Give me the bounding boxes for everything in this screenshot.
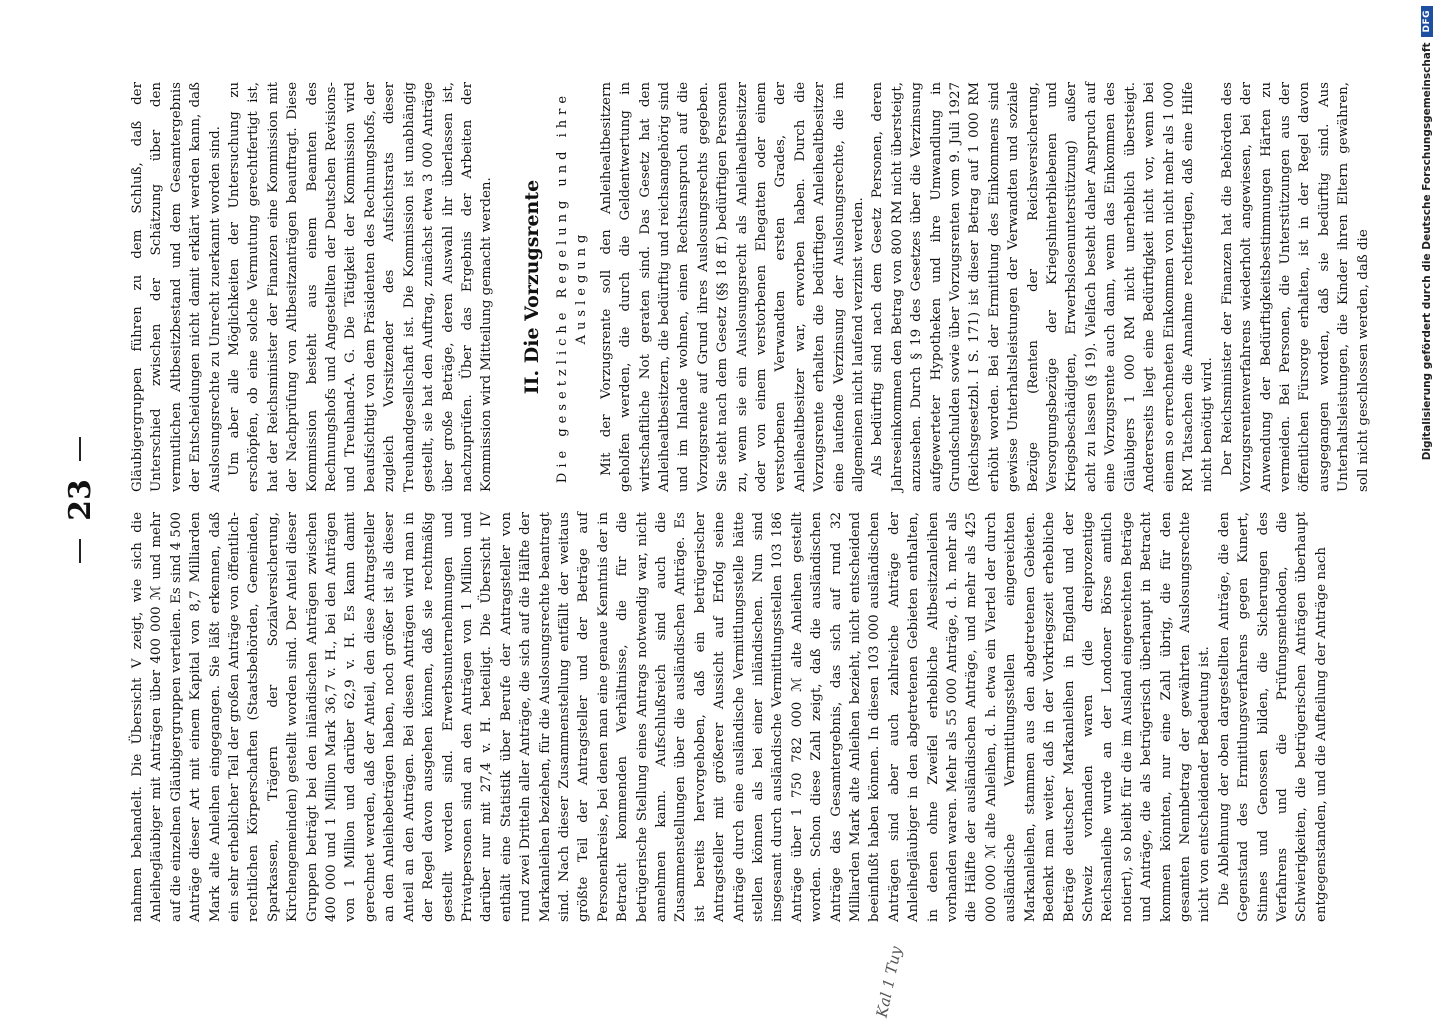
dfg-logo: DFG [1421, 6, 1433, 37]
left-paragraph-2: Die Ablehnung der oben dargestellten Anträge, die den Gegenstand des Ermittlungsverfahrens gegen Kunert, Stinnes und Genossen bilden, die Sicherungen des Verfahrens und die Prüfungsmethoden, die Schwierigkeiten, die betrügerischen Anträgen überhaupt entgegenstanden, und die Aufteilung der Anträge nach [1216, 512, 1329, 922]
left-column [128, 512, 1329, 922]
dfg-credit-strip [1416, 6, 1438, 996]
right-paragraph-2: Um aber alle Möglichkeiten der Untersuchung zu erschöpfen, ob eine solche Vermutung gerechtfertigt ist, hat der Reichsminister der Finanzen eine Kommission mit der Nachprüfung von Altbesitzanträgen beauftragt. Diese Kommission besteht aus einem Beamten des Rechnungshofs und Angestellten der Deutschen Revisions- und Treuhand-A. G. Die Tätigkeit der Kommission wird beaufsichtigt von dem Präsidenten des Rechnungshofs, der zugleich Vorsitzender des Aufsichtsrats dieser Treuhandgesellschaft ist. Die Kommission ist unabhängig gestellt, sie hat den Auftrag, zunächst etwa 3 000 Anträge über große Beträge, deren Auswahl ihr überlassen ist, nachzuprüfen. Über das Ergebnis der Arbeiten der Kommission wird Mitteilung gemacht werden. [227, 82, 495, 492]
dash-right [79, 437, 81, 461]
right-column [128, 82, 1371, 492]
right-paragraph-5: Der Reichsminister der Finanzen hat die Behörden des Vorzugsrentenverfahrens wiederholt angewiesen, bei der Anwendung der Bedürftigkeitsbestimmungen Härten zu vermeiden. Bei Personen, die Unterstützungen aus der öffentlichen Fürsorge erhalten, ist in der Regel davon ausgegangen worden, daß sie bedürftig sind. Aus Unterhaltsleistungen, die Kinder ihren Eltern gewähren, soll nicht geschlossen werden, daß die [1219, 82, 1371, 492]
left-paragraph-1: nahmen behandelt. Die Übersicht V zeigt, wie sich die Anleihegläubiger mit Anträgen über 400 000 ℳ und mehr auf die einzelnen Gläubigergruppen verteilen. Es sind 4 500 Anträge dieser Art mit einem Kapital von 8,7 Milliarden Mark alte Anleihen eingegangen. Sie läßt erkennen, daß ein sehr erheblicher Teil der großen Anträge von öffentlich-rechtlichen Körperschaften (Staatsbehörden, Gemeinden, Sparkassen, Trägern der Sozialversicherung, Kirchengemeinden) gestellt worden sind. Der Anteil dieser Gruppen beträgt bei den inländischen Anträgen zwischen 400 000 und 1 Million Mark 36,7 v. H., bei den Anträgen von 1 Million und darüber 62,9 v. H. Es kann damit gerechnet werden, daß der Anteil, den diese Antragsteller an den Anleihebeträgen haben, noch größer ist als dieser Anteil an den Anträgen. Bei diesen Anträgen wird man in der Regel davon ausgehen können, daß sie rechtmäßig gestellt worden sind. Erwerbsunternehmungen und Privatpersonen sind an den Anträgen von 1 Million und darüber nur mit 27,4 v. H. beteiligt. Die Übersicht IV enthält eine Statistik über Berufe der Antragsteller von rund zwei Dritteln aller Anträge, die sich auf die Hälfte der Markanleihen beziehen, für die Auslosungsrechte beantragt sind. Nach dieser Zusammenstellung entfällt der weitaus größte Teil der Antragsteller und der Beträge auf Personenkreise, bei denen man eine genaue Kenntnis der in Betracht kommenden Verhältnisse, die für die betrügerische Stellung eines Antrags notwendig war, nicht annehmen kann. Aufschlußreich sind auch die Zusammenstellungen über die ausländischen Anträge. Es ist bereits hervorgehoben, daß ein betrügerischer Antragsteller mit größerer Aussicht auf Erfolg seine Anträge durch eine ausländische Vermittlungsstelle hätte stellen können als bei einer inländischen. Nun sind insgesamt durch ausländische Vermittlungsstellen 103 186 Anträge über 1 750 782 000 ℳ alte Anleihen gestellt worden. Schon diese Zahl zeigt, daß die ausländischen Anträge das Gesamtergebnis, das sich auf rund 32 Milliarden Mark alte Anleihen bezieht, nicht entscheidend beeinflußt haben können. In diesen 103 000 ausländischen Anträgen sind aber auch zahlreiche Anträge der Anleihegläubiger in den abgetretenen Gebieten enthalten, in denen ohne Zweifel erhebliche Altbesitzanleihen vorhanden waren. Mehr als 55 000 Anträge, d. h. mehr als die Hälfte der ausländischen Anträge, und mehr als 425 000 000 ℳ alte Anleihen, d. h. etwa ein Viertel der durch ausländische Vermittlungsstellen eingereichten Markanleihen, stammen aus den abgetretenen Gebieten. Bedenkt man weiter, daß in der Vorkriegszeit erhebliche Beträge deutscher Markanleihen in England und der Schweiz vorhanden waren (die dreiprozentige Reichsanleihe wurde an der Londoner Börse amtlich notiert), so bleibt für die im Ausland eingereichten Beträge und Anträge, die als betrügerisch überhaupt in Betracht kommen könnten, nur eine Zahl übrig, die für den gesamten Nennbetrag der gewährten Auslosungsrechte nicht von entscheidender Bedeutung ist. [130, 512, 1213, 922]
section-title: II. Die Vorzugsrente [520, 179, 543, 395]
right-paragraph-1: Gläubigergruppen führen zu dem Schluß, daß der Unterschied zwischen der Schätzung über den vermutlichen Altbesitzbestand und dem Gesamtergebnis der Entscheidungen nicht damit erklärt werden kann, daß Auslosungsrechte zu Unrecht zuerkannt worden sind. [130, 82, 223, 492]
page-number: 23 [62, 479, 98, 521]
dash-left [79, 539, 81, 563]
page-header [58, 0, 102, 1000]
handwritten-margin-note: Kal 1 Tuy [872, 944, 906, 1019]
dfg-credit-inner [1416, 6, 1438, 996]
right-paragraph-3: Mit der Vorzugsrente soll den Anleihealtbesitzern geholfen werden, die durch die Geldentwertung in wirtschaftliche Not geraten sind. Das Gesetz hat den Anleihealtbesitzern, die bedürftig und reichsangehörig sind und im Inlande wohnen, einen Rechtsanspruch auf die Vorzugsrente auf Grund ihres Auslosungsrechts gegeben. Sie steht nach dem Gesetz (§§ 18 ff.) bedürftigen Personen zu, wenn sie ein Auslosungsrecht als Anleihealtbesitzer oder von einem verstorbenen Ehegatten oder einem verstorbenen Verwandten ersten Grades, der Anleihealtbesitzer war, erworben haben. Durch die Vorzugsrente erhalten die bedürftigen Anleihealtbesitzer eine laufende Verzinsung der Auslosungsrechte, die im allgemeinen nicht laufend verzinst werden. [598, 82, 866, 492]
section-subtitle: Die gesetzliche Regelung und ihre Auslegung [554, 90, 589, 484]
right-paragraph-4: Als bedürftig sind nach dem Gesetz Personen, deren Jahreseinkommen den Betrag von 800 RM nicht übersteigt, anzusehen. Durch § 19 des Gesetzes über die Verzinsung aufgewerteter Hypotheken und ihre Umwandlung in Grundschulden sowie über Vorzugsrenten vom 9. Juli 1927 (Reichsgesetzbl. I S. 171) ist dieser Betrag auf 1 000 RM erhöht worden. Bei der Ermittlung des Einkommens sind gewisse Unterhaltsleistungen der Verwandten und soziale Bezüge (Renten der Reichsversicherung, Versorgungsbezüge der Kriegshinterbliebenen und Kriegsbeschädigten, Erwerbslosenunterstützung) außer acht zu lassen (§ 19). Vielfach besteht daher Anspruch auf eine Vorzugsrente auch dann, wenn das Einkommen des Gläubigers 1 000 RM nicht unerheblich übersteigt. Andererseits liegt eine Bedürftigkeit nicht vor, wenn bei einem so errechneten Einkommen von nicht mehr als 1 000 RM Tatsachen die Annahme rechtfertigen, daß eine Hilfe nicht benötigt wird. [870, 82, 1216, 492]
dfg-credit-text: Digitalisierung gefördert durch die Deutsche Forschungsgemeinschaft [1421, 42, 1433, 461]
